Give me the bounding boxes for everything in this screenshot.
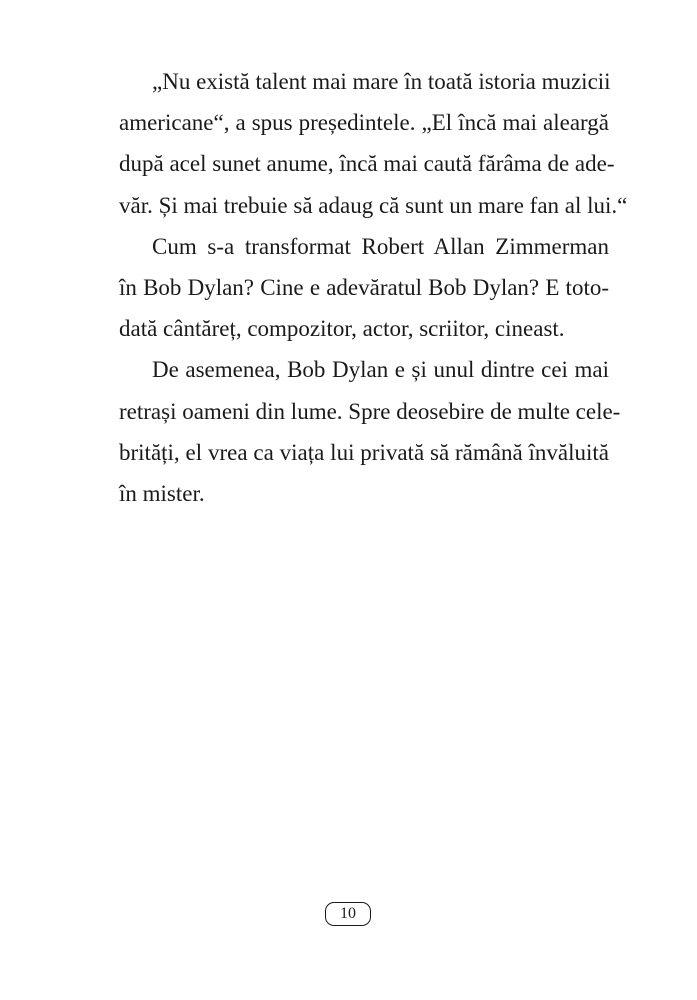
text-line: văr. Și mai trebuie să adaug că sunt un mare fan al lui.“ — [119, 192, 628, 218]
text-line: brități, el vrea ca viața lui privată să rămână învăluită — [119, 439, 609, 465]
text-line: De asemenea, Bob Dylan e și unul dintre cei mai — [152, 357, 609, 383]
paragraph-3 — [119, 349, 621, 514]
text-line: în mister. — [119, 481, 205, 507]
text-line: „Nu există talent mai mare în toată istoria muzicii — [152, 69, 611, 94]
text-line: după acel sunet anume, încă mai caută fărâma de ade- — [119, 151, 615, 177]
paragraph-1 — [119, 61, 628, 226]
page-number: 10 — [325, 902, 371, 926]
text-line: în Bob Dylan? Cine e adevăratul Bob Dylan? E toto- — [119, 275, 609, 301]
body-text — [119, 61, 628, 514]
text-line: Cum s-a transformat Robert Allan Zimmerman — [152, 233, 609, 259]
paragraph-2 — [119, 226, 609, 350]
text-line: dată cântăreț, compozitor, actor, scriitor, cineast. — [119, 316, 565, 342]
text-line: retrași oameni din lume. Spre deosebire de multe cele- — [119, 398, 621, 424]
text-line: americane“, a spus președintele. „El încă mai aleargă — [119, 110, 609, 136]
